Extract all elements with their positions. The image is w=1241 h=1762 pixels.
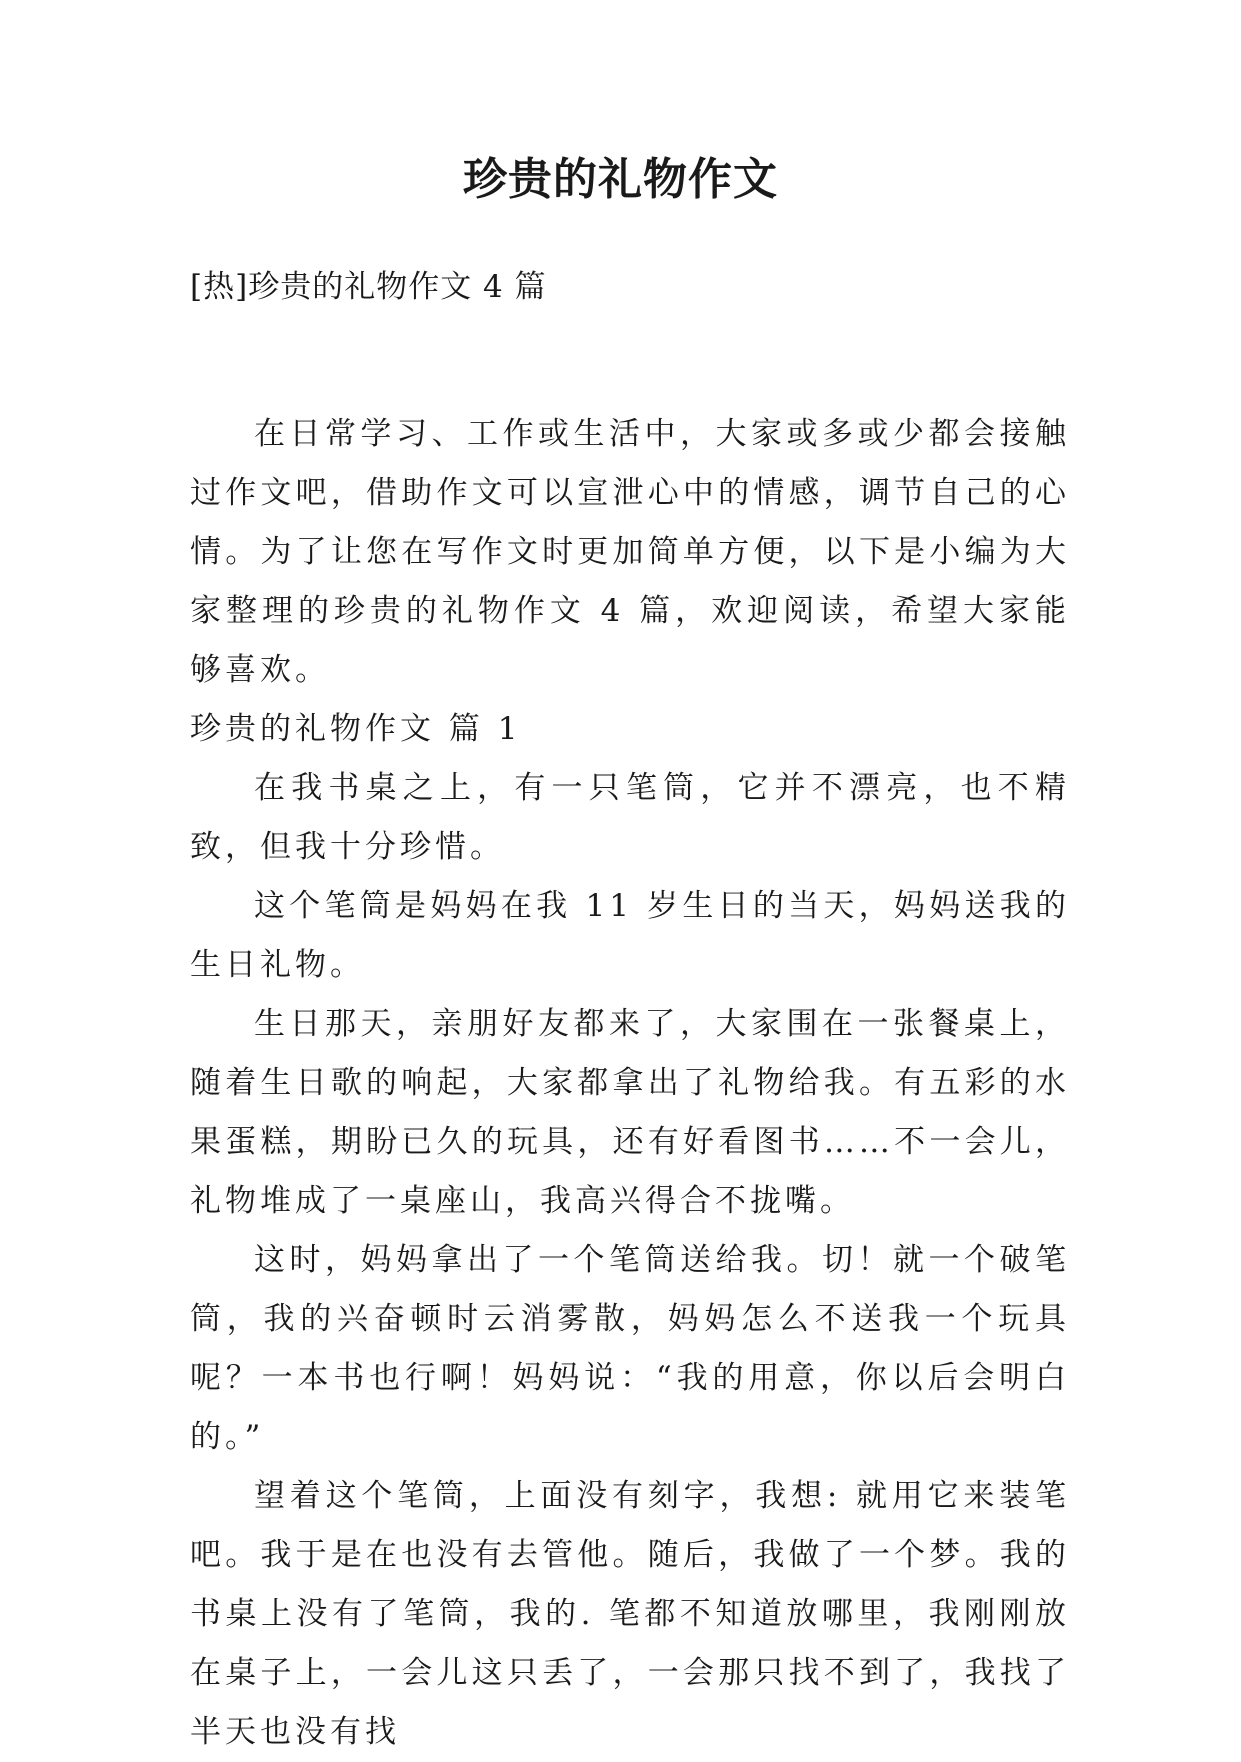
body-paragraph: 这时，妈妈拿出了一个笔筒送给我。切！就一个破笔筒，我的兴奋顿时云消雾散，妈妈怎么不送我一个玩具呢？一本书也行啊！妈妈说：“我的用意，你以后会明白的。” <box>190 1242 1070 1455</box>
body-paragraph: 在我书桌之上，有一只笔筒，它并不漂亮，也不精致，但我十分珍惜。 <box>190 770 1070 865</box>
document-title: 珍贵的礼物作文 <box>463 154 778 205</box>
intro-paragraph: 在日常学习、工作或生活中，大家或多或少都会接触过作文吧，借助作文可以宣泄心中的情感，调节自己的心情。为了让您在写作文时更加简单方便，以下是小编为大家整理的珍贵的礼物作文 4 篇，欢迎阅读，希望大家能够喜欢。 <box>190 416 1070 688</box>
section-heading: 珍贵的礼物作文 篇 1 <box>190 711 522 747</box>
document-subtitle: [热]珍贵的礼物作文 4 篇 <box>190 269 547 305</box>
body-paragraph: 望着这个笔筒，上面没有刻字，我想: 就用它来装笔吧。我于是在也没有去管他。随后，我做了一个梦。我的书桌上没有了笔筒，我的. 笔都不知道放哪里，我刚刚放在桌子上，一会儿这只丢了，一会那只找不到了，我找了半天也没有找 <box>190 1478 1070 1750</box>
body-paragraph: 生日那天，亲朋好友都来了，大家围在一张餐桌上，随着生日歌的响起，大家都拿出了礼物给我。有五彩的水果蛋糕，期盼已久的玩具，还有好看图书……不一会儿，礼物堆成了一桌座山，我高兴得合不拢嘴。 <box>190 1006 1070 1219</box>
document-body <box>190 405 1070 1762</box>
body-paragraph: 这个笔筒是妈妈在我 11 岁生日的当天，妈妈送我的生日礼物。 <box>190 888 1070 983</box>
